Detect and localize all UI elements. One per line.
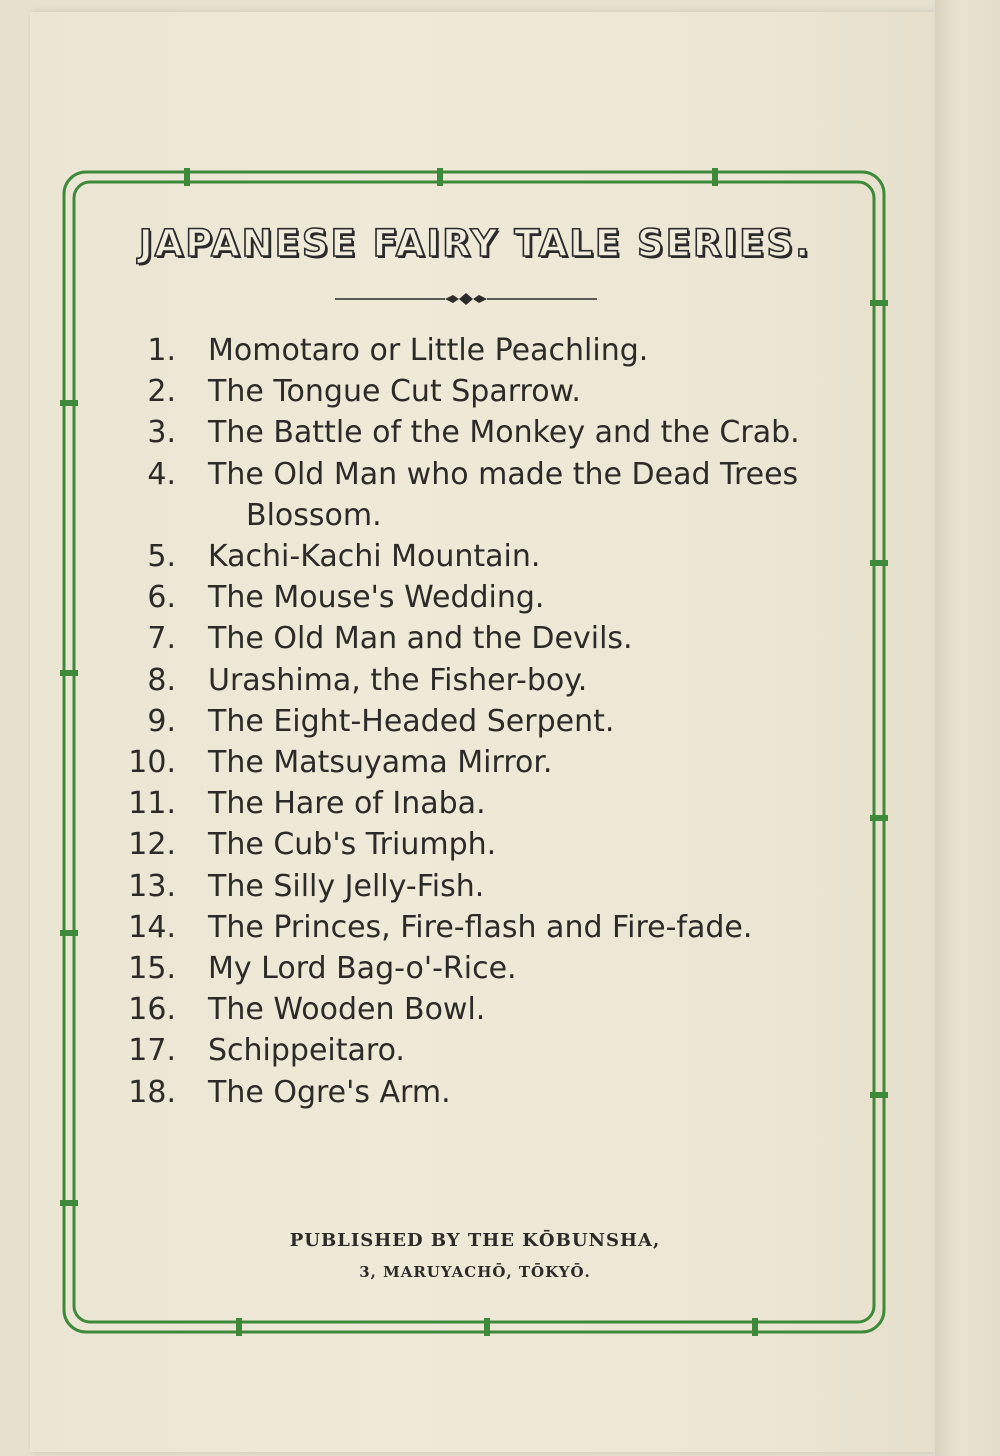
- tale-title: Kachi-Kachi Mountain.: [208, 539, 541, 575]
- list-item: [100, 866, 860, 907]
- list-item: [100, 618, 860, 659]
- tale-number: 12.: [128, 827, 176, 863]
- tale-number: 1.: [147, 333, 176, 368]
- tale-title: The Princes, Fire-flash and Fire-fade.: [208, 909, 753, 945]
- tale-title: Momotaro or Little Peachling.: [208, 333, 649, 368]
- list-item: [100, 454, 860, 536]
- tale-title: The Silly Jelly-Fish.: [208, 868, 485, 904]
- list-item: [100, 948, 860, 989]
- tale-number: 17.: [128, 1033, 176, 1069]
- list-item: [100, 742, 860, 783]
- tale-number: 15.: [128, 951, 176, 987]
- tale-number: 14.: [128, 909, 176, 945]
- tale-title: The Matsuyama Mirror.: [208, 745, 553, 781]
- tale-number: 11.: [128, 786, 176, 822]
- series-title: JAPANESE FAIRY TALE SERIES.: [138, 222, 812, 265]
- list-item: [100, 536, 860, 577]
- tale-title: The Mouse's Wedding.: [208, 580, 545, 616]
- tale-list: [100, 330, 860, 1113]
- list-item: [100, 412, 860, 453]
- ornamental-divider: [335, 290, 597, 308]
- tale-number: 16.: [128, 992, 176, 1028]
- publisher-line: PUBLISHED BY THE KŌBUNSHA,: [289, 1230, 661, 1251]
- list-item: [100, 907, 860, 948]
- tale-number: 13.: [128, 868, 176, 904]
- tale-title: The Ogre's Arm.: [208, 1074, 451, 1110]
- tale-number: 5.: [147, 539, 176, 575]
- tale-number: 10.: [128, 745, 176, 781]
- list-item: [100, 660, 860, 701]
- tale-title: Schippeitaro.: [208, 1033, 405, 1069]
- tale-number: 8.: [147, 662, 176, 698]
- tale-title: The Old Man who made the Dead Trees Blossom.: [208, 456, 799, 533]
- tale-number: 9.: [147, 703, 176, 739]
- tale-title: The Hare of Inaba.: [208, 786, 486, 822]
- tale-number: 7.: [147, 621, 176, 657]
- list-item: [100, 1030, 860, 1071]
- tale-title: The Cub's Triumph.: [208, 827, 497, 863]
- tale-title: The Battle of the Monkey and the Crab.: [208, 415, 800, 451]
- list-item: [100, 824, 860, 865]
- list-item: [100, 577, 860, 618]
- list-item: [100, 371, 860, 412]
- tale-title: The Eight-Headed Serpent.: [208, 703, 615, 739]
- tale-number: 4.: [147, 456, 176, 492]
- tale-title: The Old Man and the Devils.: [208, 621, 633, 657]
- tale-number: 18.: [128, 1074, 176, 1110]
- tale-number: 3.: [147, 415, 176, 451]
- list-item: [100, 989, 860, 1030]
- tale-title: The Tongue Cut Sparrow.: [208, 374, 581, 410]
- tale-number: 2.: [147, 374, 176, 410]
- list-item: [100, 701, 860, 742]
- list-item: [100, 1072, 860, 1113]
- list-item: [100, 330, 860, 371]
- list-item: [100, 783, 860, 824]
- publisher-address: 3, MARUYACHŌ, TŌKYŌ.: [359, 1263, 591, 1281]
- tale-title: My Lord Bag-o'-Rice.: [208, 951, 517, 987]
- tale-number: 6.: [147, 580, 176, 616]
- tale-title: The Wooden Bowl.: [208, 992, 486, 1028]
- tale-title: Urashima, the Fisher-boy.: [208, 662, 588, 698]
